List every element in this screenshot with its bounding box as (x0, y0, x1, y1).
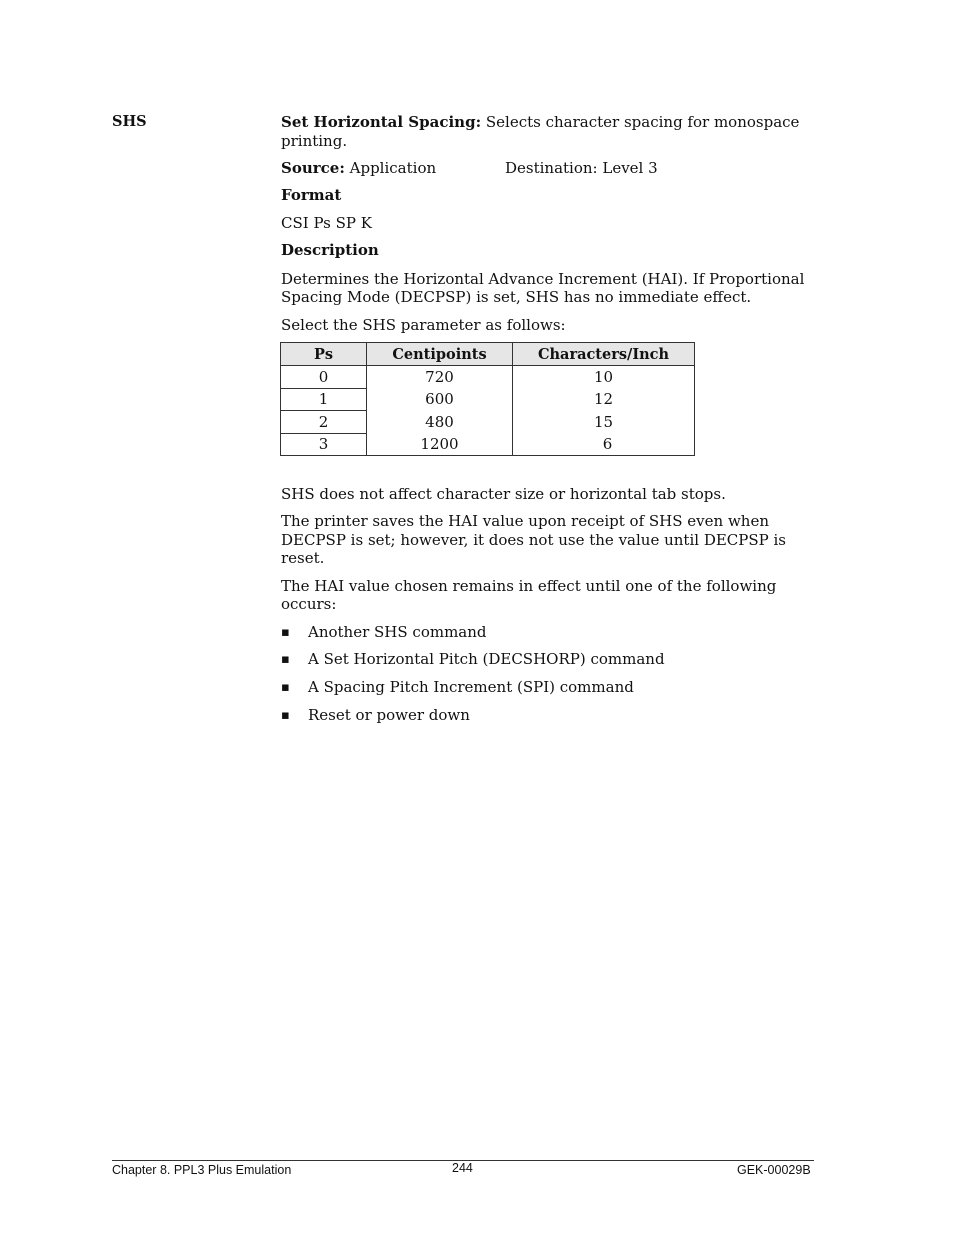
table-header-row (281, 343, 695, 366)
source-line (281, 159, 436, 177)
side-label: SHS (112, 113, 147, 130)
bullet-marker: ▪ (281, 708, 290, 723)
list-item: A Spacing Pitch Increment (SPI) command (308, 678, 634, 696)
cell-centipoints: 720 (367, 366, 513, 389)
paragraph-2-line-1: The printer saves the HAI value upon receipt of SHS even when (281, 512, 769, 530)
cell-centipoints: 1200 (367, 433, 513, 456)
cell-ps: 0 (281, 366, 367, 389)
cell-characters-per-inch: 12 (513, 388, 695, 411)
cell-ps: 2 (281, 411, 367, 434)
format-value: CSI Ps SP K (281, 214, 372, 232)
header-ps: Ps (281, 343, 367, 366)
heading-line (281, 113, 806, 131)
footer-page-number: 244 (452, 1161, 473, 1175)
destination-line: Destination: Level 3 (505, 159, 658, 177)
cell-ps: 1 (281, 388, 367, 411)
paragraph-3-line-2: occurs: (281, 595, 337, 613)
cell-characters-per-inch: 15 (513, 411, 695, 434)
bullet-marker: ▪ (281, 680, 290, 695)
source-label: Source: (281, 159, 345, 177)
bullet-marker: ▪ (281, 625, 290, 640)
table-row (281, 411, 695, 434)
header-centipoints: Centipoints (367, 343, 513, 366)
description-heading: Description (281, 241, 379, 259)
cell-centipoints: 480 (367, 411, 513, 434)
list-item: A Set Horizontal Pitch (DECSHORP) command (308, 650, 665, 668)
format-heading: Format (281, 186, 342, 204)
source-value: Application (344, 159, 437, 177)
description-line-1: Determines the Horizontal Advance Increment (HAI). If Proportional (281, 270, 805, 288)
cell-characters-per-inch: 6 (513, 433, 695, 456)
list-item: Another SHS command (308, 623, 487, 641)
paragraph-3-line-1: The HAI value chosen remains in effect until one of the following (281, 577, 777, 595)
paragraph-2-line-3: reset. (281, 549, 325, 567)
footer-document-id: GEK-00029B (737, 1163, 811, 1177)
header-characters-per-inch: Characters/Inch (513, 343, 695, 366)
cell-centipoints: 600 (367, 388, 513, 411)
table-row (281, 388, 695, 411)
shs-parameter-table (280, 342, 695, 456)
description-line-2: Spacing Mode (DECPSP) is set, SHS has no immediate effect. (281, 288, 752, 306)
list-item: Reset or power down (308, 706, 470, 724)
heading-text-line2: printing. (281, 132, 348, 150)
heading-label: Set Horizontal Spacing: (281, 113, 482, 131)
paragraph-2-line-2: DECPSP is set; however, it does not use the value until DECPSP is (281, 531, 786, 549)
select-intro: Select the SHS parameter as follows: (281, 316, 566, 334)
heading-text: Selects character spacing for monospace (481, 113, 800, 131)
table-row (281, 433, 695, 456)
cell-ps: 3 (281, 433, 367, 456)
table-row (281, 366, 695, 389)
footer-chapter: Chapter 8. PPL3 Plus Emulation (112, 1163, 292, 1177)
bullet-marker: ▪ (281, 652, 290, 667)
paragraph-1: SHS does not affect character size or horizontal tab stops. (281, 485, 726, 503)
cell-characters-per-inch: 10 (513, 366, 695, 389)
